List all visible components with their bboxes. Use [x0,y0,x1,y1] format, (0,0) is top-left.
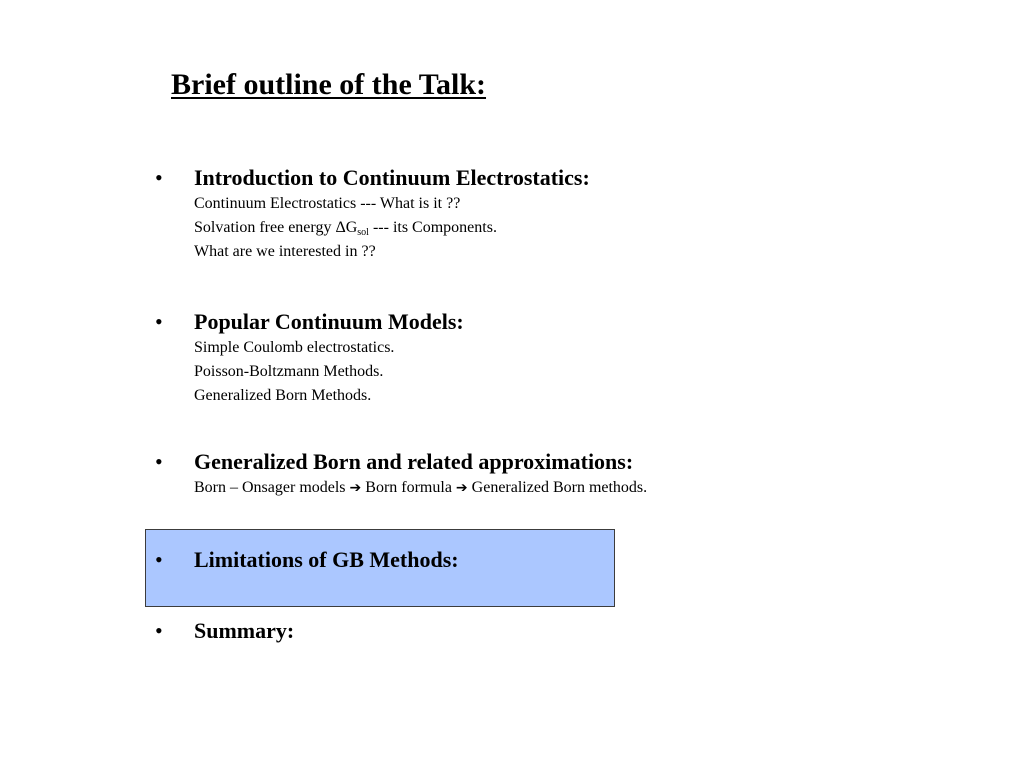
bullet-icon: • [155,449,163,474]
subline-text: Born formula [361,479,456,496]
subline-text: --- its Components. [368,219,497,236]
outline-subline: Simple Coulomb electrostatics. [194,339,395,356]
bullet-icon: • [155,618,163,643]
outline-heading: Popular Continuum Models: [194,309,464,334]
outline-subline-born-chain [194,476,647,500]
outline-subline: Continuum Electrostatics --- What is it ?? [194,195,461,212]
subline-text: Born – Onsager models [194,479,350,496]
outline-subline: What are we interested in ?? [194,243,376,260]
right-arrow-icon: ➔ [455,480,468,496]
outline-heading: Introduction to Continuum Electrostatics: [194,165,590,190]
outline-heading: Limitations of GB Methods: [194,547,459,572]
bullet-icon: • [155,309,163,334]
outline-subline: Generalized Born Methods. [194,387,372,404]
outline-subline: Poisson-Boltzmann Methods. [194,363,384,380]
subline-text: Generalized Born methods. [467,479,648,496]
page-title: Brief outline of the Talk: [171,68,487,101]
right-arrow-icon: ➔ [349,480,362,496]
subline-text: Solvation free energy ΔG [194,219,358,236]
subscript-text: sol [357,227,369,238]
outline-subline-solvation [194,216,497,240]
outline-heading: Summary: [194,618,295,643]
outline-heading: Generalized Born and related approximations: [194,449,634,474]
bullet-icon: • [155,165,163,190]
bullet-icon: • [155,547,163,572]
